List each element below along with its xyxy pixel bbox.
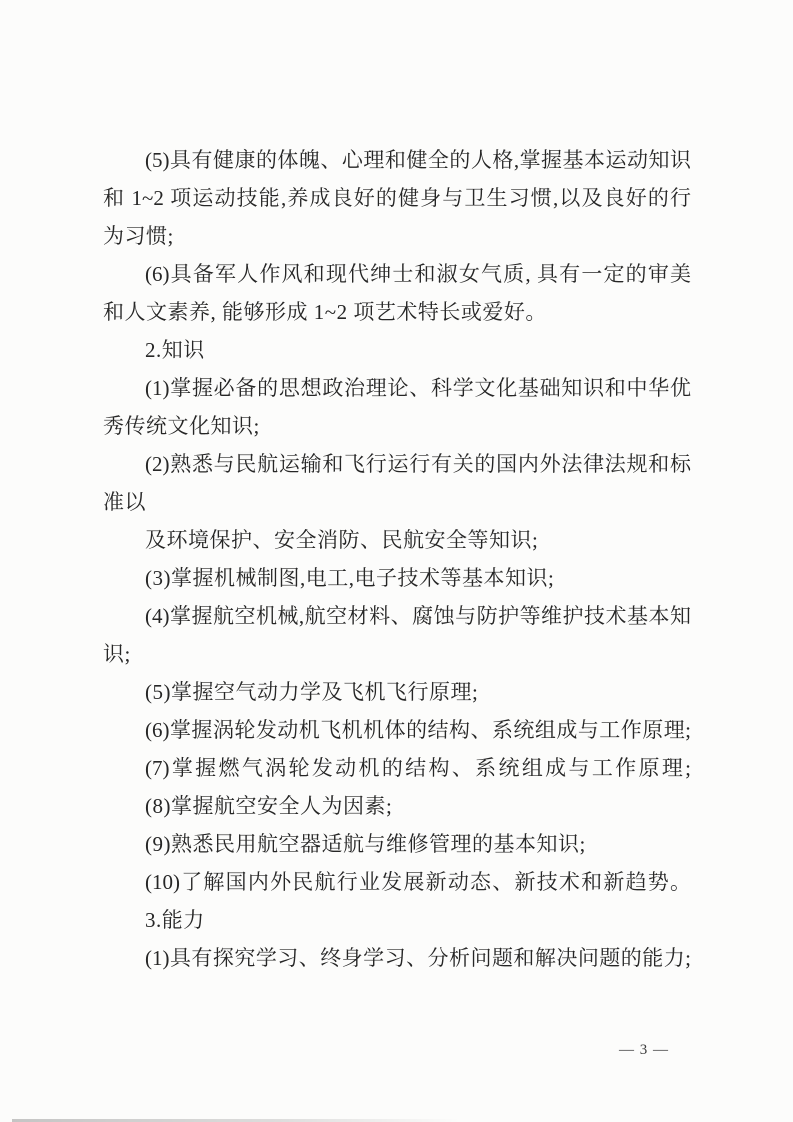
document-body	[103, 141, 691, 977]
text-line: (3)掌握机械制图,电工,电子技术等基本知识;	[145, 566, 555, 590]
text-line: 及环境保护、安全消防、民航安全等知识;	[145, 528, 539, 552]
text-line: (5)掌握空气动力学及飞机飞行原理;	[145, 680, 479, 704]
text-line: (1)掌握必备的思想政治理论、科学文化基础知识和中华优	[145, 376, 691, 400]
text-line: (6)具备军人作风和现代绅士和淑女气质, 具有一定的审美	[145, 262, 691, 286]
page-number: — 3 —	[619, 1042, 669, 1058]
text-line: 和 1~2 项运动技能,养成良好的健身与卫生习惯,以及良好的行	[103, 186, 691, 210]
text-line: (2)熟悉与民航运输和飞行运行有关的国内外法律法规和标	[145, 452, 691, 476]
text-line: (5)具有健康的体魄、心理和健全的人格,掌握基本运动知识	[145, 148, 691, 172]
text-line: 为习惯;	[103, 224, 174, 248]
text-line: 准以	[103, 490, 146, 514]
text-line: (1)具有探究学习、终身学习、分析问题和解决问题的能力;	[145, 946, 691, 970]
text-line: 秀传统文化知识;	[103, 414, 260, 438]
text-line: (4)掌握航空机械,航空材料、腐蚀与防护等维护技术基本知	[145, 604, 691, 628]
text-line: (10)了解国内外民航行业发展新动态、新技术和新趋势。	[145, 870, 691, 894]
text-line: 和人文素养, 能够形成 1~2 项艺术特长或爱好。	[103, 300, 547, 324]
text-line: (6)掌握涡轮发动机飞机机体的结构、系统组成与工作原理;	[145, 718, 691, 742]
text-line: 3.能力	[145, 908, 205, 932]
text-line: (9)熟悉民用航空器适航与维修管理的基本知识;	[145, 832, 586, 856]
text-line: 2.知识	[145, 338, 205, 362]
text-line: 识;	[103, 642, 131, 666]
text-line: (8)掌握航空安全人为因素;	[145, 794, 393, 818]
text-line: (7)掌握燃气涡轮发动机的结构、系统组成与工作原理;	[145, 756, 691, 780]
